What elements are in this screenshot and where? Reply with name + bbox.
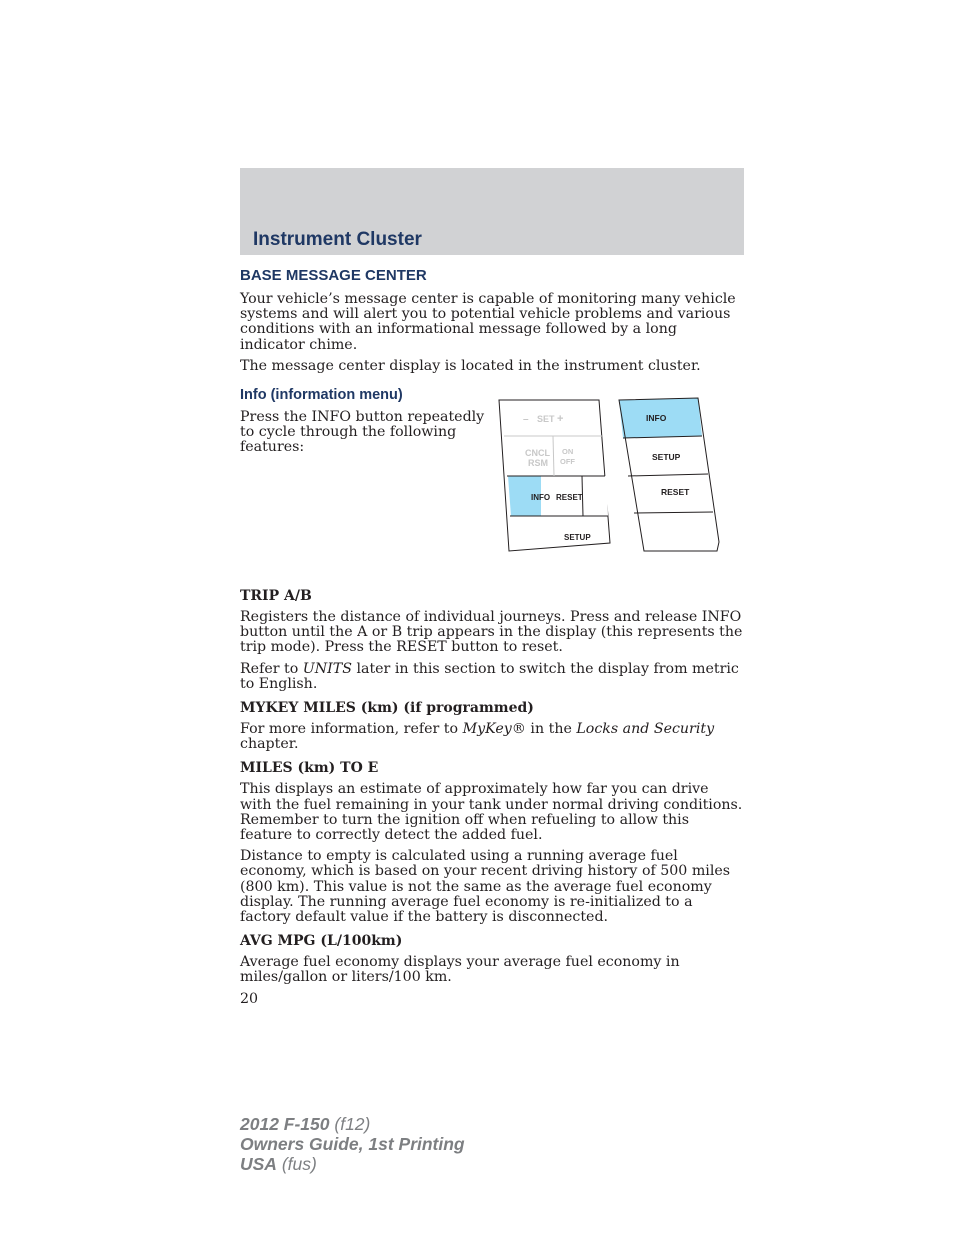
left-setup: SETUP xyxy=(564,533,591,543)
page-number: 20 xyxy=(240,990,259,1007)
section-heading: BASE MESSAGE CENTER xyxy=(240,267,427,284)
left-cncl: CNCL xyxy=(525,448,550,459)
avg-mpg-paragraph: Average fuel economy displays your average fuel economy in miles/gallon or liters/100 km. xyxy=(240,954,680,986)
miles-to-e-paragraph-2: Distance to empty is calculated using a running average fuel economy, which is based on your recent driving history of 500 miles (800 km). This value is not the same as the average fuel economy display. The running average fuel economy is re-initialized to a factory default value if the battery is disconnected. xyxy=(240,848,731,926)
footer-market-code: (fus) xyxy=(276,1154,317,1174)
mykey-heading: MYKEY MILES (km) (if programmed) xyxy=(240,700,534,717)
footer-line-1 xyxy=(240,1114,465,1134)
footer-model-code: (f12) xyxy=(329,1114,371,1134)
avg-mpg-heading: AVG MPG (L/100km) xyxy=(240,933,403,950)
mykey-text-b: in the xyxy=(525,721,577,738)
section-paragraph-2: The message center display is located in the instrument cluster. xyxy=(240,357,701,374)
footer-market: USA xyxy=(240,1154,277,1174)
left-set-label: SET xyxy=(537,414,555,425)
left-reset: RESET xyxy=(556,493,583,503)
info-menu-intro: Press the INFO button repeatedly to cycle through the following features: xyxy=(240,409,485,456)
chapter-title: Instrument Cluster xyxy=(253,229,422,250)
footer-model: 2012 F-150 xyxy=(240,1114,330,1134)
miles-to-e-paragraph-1: This displays an estimate of approximately how far you can drive with the fuel remaining in your tank under normal driving conditions. Remember to turn the ignition off when refueling to allow this feature to correctly detect the added fuel. xyxy=(240,781,743,844)
trip-units-reference: UNITS xyxy=(302,660,352,677)
right-setup: SETUP xyxy=(652,452,681,463)
document-footer xyxy=(240,1114,465,1174)
page-content xyxy=(240,266,744,1007)
left-rsm: RSM xyxy=(528,458,548,469)
chapter-header-band xyxy=(240,168,744,255)
left-info: INFO xyxy=(531,493,551,503)
footer-line-2: Owners Guide, 1st Printing xyxy=(240,1134,465,1154)
trip-para2-text-b: later in this section to switch the display from metric to English. xyxy=(240,660,739,692)
right-info: INFO xyxy=(646,413,667,424)
mykey-reference: MyKey® xyxy=(462,721,526,738)
mykey-text-c: chapter. xyxy=(240,736,299,753)
mykey-text-a: For more information, refer to xyxy=(240,721,463,738)
info-menu-row xyxy=(240,410,744,580)
mykey-paragraph xyxy=(240,722,744,752)
miles-to-e-heading: MILES (km) TO E xyxy=(240,760,379,777)
left-set-plus: + xyxy=(557,413,564,426)
steering-wheel-controls-illustration xyxy=(495,396,725,559)
section-paragraph-1: Your vehicle’s message center is capable of monitoring many vehicle systems and will alert you to potential vehicle problems and various conditions with an informational message followed by a long indicator chime. xyxy=(240,291,736,353)
trip-paragraph-2 xyxy=(240,662,744,692)
left-on: ON xyxy=(562,447,574,457)
locks-security-reference: Locks and Security xyxy=(576,721,715,738)
info-menu-heading: Info (information menu) xyxy=(240,387,403,404)
left-off: OFF xyxy=(560,457,575,467)
trip-paragraph-1: Registers the distance of individual journeys. Press and release INFO button until the A or B trip appears in the display (this represents the trip mode). Press the RESET button to reset. xyxy=(240,609,743,656)
trip-heading: TRIP A/B xyxy=(240,588,312,605)
trip-para2-text-a: Refer to xyxy=(240,660,303,677)
right-reset: RESET xyxy=(661,487,690,498)
footer-line-3 xyxy=(240,1154,465,1174)
left-set-minus: – xyxy=(523,414,529,426)
